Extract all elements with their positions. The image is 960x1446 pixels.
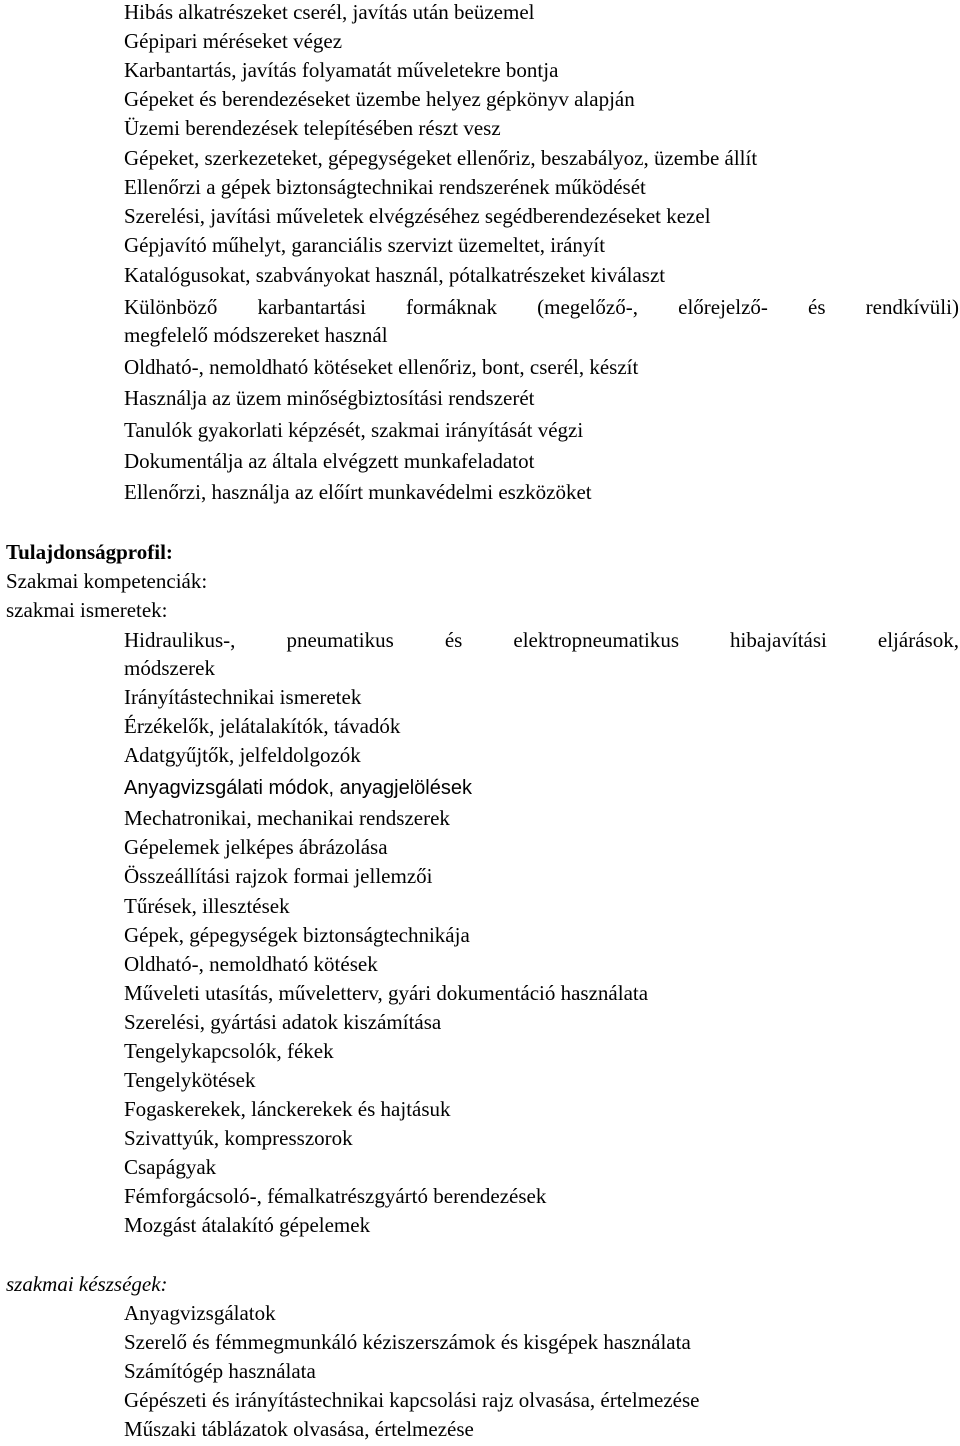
activity-item: Oldható-, nemoldható kötéseket ellenőriz, bont, cserél, készít <box>124 355 639 379</box>
knowledge-item: Fémforgácsoló-, fémalkatrészgyártó berendezések <box>124 1184 547 1208</box>
competences-label: Szakmai kompetenciák: <box>6 569 208 593</box>
activity-item: Gépjavító műhelyt, garanciális szervizt üzemeltet, irányít <box>124 233 606 257</box>
profile-heading: Tulajdonságprofil: <box>6 540 173 564</box>
word: pneumatikus <box>286 628 394 652</box>
knowledge-item: Összeállítási rajzok formai jellemzői <box>124 864 433 888</box>
knowledge-item: Szerelési, gyártási adatok kiszámítása <box>124 1010 442 1034</box>
word: hibajavítási <box>730 628 827 652</box>
activity-item: Dokumentálja az általa elvégzett munkafeladatot <box>124 449 535 473</box>
activity-item: Hibás alkatrészeket cserél, javítás után beüzemel <box>124 0 535 24</box>
knowledge-item: Anyagvizsgálati módok, anyagjelölések <box>124 777 472 799</box>
knowledge-item: Műveleti utasítás, műveletterv, gyári dokumentáció használata <box>124 981 649 1005</box>
word: karbantartási <box>257 295 366 319</box>
knowledge-item: Oldható-, nemoldható kötések <box>124 952 378 976</box>
skill-item: Anyagvizsgálatok <box>124 1301 276 1325</box>
word: és <box>808 295 826 319</box>
activity-item-justified <box>124 295 959 319</box>
skill-item: Műszaki táblázatok olvasása, értelmezése <box>124 1417 474 1441</box>
activity-item: megfelelő módszereket használ <box>124 323 388 347</box>
skill-item: Szerelő és fémmegmunkáló kéziszerszámok és kisgépek használata <box>124 1330 691 1354</box>
activity-item: Gépeket, szerkezeteket, gépegységeket ellenőriz, beszabályoz, üzembe állít <box>124 146 758 170</box>
skill-item: Gépészeti és irányítástechnikai kapcsolási rajz olvasása, értelmezése <box>124 1388 700 1412</box>
word: eljárások, <box>877 628 959 652</box>
knowledge-item: Tűrések, illesztések <box>124 894 290 918</box>
word: előrejelző- <box>678 295 768 319</box>
knowledge-label: szakmai ismeretek: <box>6 598 168 622</box>
knowledge-item: módszerek <box>124 656 215 680</box>
knowledge-item: Tengelykapcsolók, fékek <box>124 1039 334 1063</box>
activity-item: Tanulók gyakorlati képzését, szakmai irányítását végzi <box>124 418 584 442</box>
activity-item: Szerelési, javítási műveletek elvégzéséhez segédberendezéseket kezel <box>124 204 711 228</box>
knowledge-item: Irányítástechnikai ismeretek <box>124 685 362 709</box>
knowledge-item: Szivattyúk, kompresszorok <box>124 1126 353 1150</box>
activity-item: Ellenőrzi a gépek biztonságtechnikai rendszerének működését <box>124 175 646 199</box>
activity-item: Karbantartás, javítás folyamatát műveletekre bontja <box>124 58 559 82</box>
activity-item: Üzemi berendezések telepítésében részt vesz <box>124 116 501 140</box>
activity-item: Katalógusokat, szabványokat használ, pótalkatrészeket kiválaszt <box>124 263 666 287</box>
activity-item: Ellenőrzi, használja az előírt munkavédelmi eszközöket <box>124 480 592 504</box>
activity-item: Gépipari méréseket végez <box>124 29 343 53</box>
word: rendkívüli) <box>865 295 959 319</box>
skills-label: szakmai készségek: <box>6 1272 168 1296</box>
knowledge-item: Gépek, gépegységek biztonságtechnikája <box>124 923 470 947</box>
knowledge-item: Adatgyűjtők, jelfeldolgozók <box>124 743 361 767</box>
knowledge-item: Fogaskerekek, lánckerekek és hajtásuk <box>124 1097 451 1121</box>
knowledge-item: Érzékelők, jelátalakítók, távadók <box>124 714 401 738</box>
word: és <box>444 628 463 652</box>
word: Különböző <box>124 295 218 319</box>
word: formáknak <box>406 295 497 319</box>
knowledge-item: Csapágyak <box>124 1155 217 1179</box>
word: (megelőző-, <box>537 295 638 319</box>
knowledge-item: Mozgást átalakító gépelemek <box>124 1213 371 1237</box>
word: elektropneumatikus <box>513 628 679 652</box>
knowledge-item: Gépelemek jelképes ábrázolása <box>124 835 388 859</box>
activity-item: Használja az üzem minőségbiztosítási rendszerét <box>124 386 535 410</box>
knowledge-item: Mechatronikai, mechanikai rendszerek <box>124 806 450 830</box>
word: Hidraulikus-, <box>124 628 236 652</box>
skill-item: Számítógép használata <box>124 1359 316 1383</box>
activity-item: Gépeket és berendezéseket üzembe helyez gépkönyv alapján <box>124 87 635 111</box>
knowledge-item-justified <box>124 628 959 652</box>
knowledge-item: Tengelykötések <box>124 1068 256 1092</box>
